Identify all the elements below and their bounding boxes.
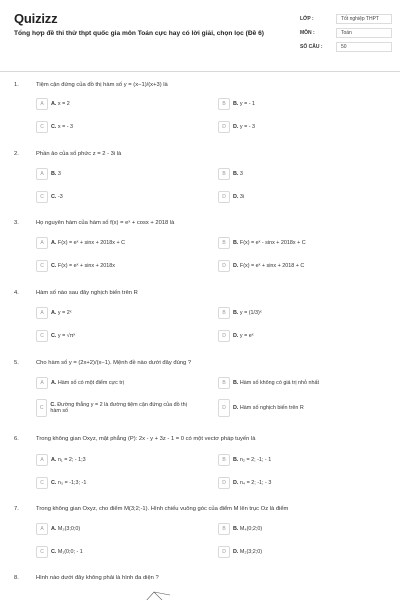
quizizz-logo: Quizizz [14, 11, 58, 26]
option-a[interactable]: A A. Hàm số có một điểm cực trị [36, 377, 196, 389]
question-number: 5. [14, 360, 19, 366]
meta-row-count [300, 40, 392, 54]
option-d[interactable]: D D. n₄ = 2; -1; - 3 [218, 477, 378, 489]
option-a[interactable]: A A. x = 2 [36, 98, 196, 110]
option-letter: B [218, 454, 230, 466]
question-number: 6. [14, 436, 19, 442]
option-a[interactable]: A A. F(x) = eˣ + sinx + 2018x + C [36, 237, 196, 249]
option-letter: D [218, 546, 230, 558]
option-letter: B [218, 377, 230, 389]
polyhedron-figure-partial [140, 590, 190, 600]
option-a[interactable]: A B. 3 [36, 168, 196, 180]
question-text: Họ nguyên hàm của hàm số f(x) = eˣ + cosx + 2018 là [36, 220, 175, 226]
meta-label: SỐ CÂU : [300, 44, 323, 50]
option-letter: D [218, 477, 230, 489]
option-c[interactable]: C C. M₁(0;0; - 1 [36, 546, 196, 558]
option-letter: A [36, 168, 48, 180]
question-text: Hàm số nào sau đây nghịch biến trên R [36, 290, 138, 296]
option-letter: C [36, 191, 48, 203]
question-7 [14, 504, 390, 514]
page-title: Tổng hợp đề thi thử thpt quốc gia môn Toán cực hay có lời giải, chọn lọc (Đề 6) [14, 30, 264, 37]
option-c[interactable]: C C. Đường thẳng y = 2 là đường tiệm cận đứng của đồ thị hàm số [36, 399, 196, 417]
option-letter: A [36, 377, 48, 389]
meta-label: LỚP : [300, 16, 314, 22]
question-number: 2. [14, 151, 19, 157]
question-4 [14, 288, 390, 298]
question-number: 1. [14, 82, 19, 88]
option-b[interactable]: B B. y = (1/3)ˣ [218, 307, 378, 319]
option-letter: D [218, 121, 230, 133]
option-b[interactable]: B B. n₂ = 2; -1; - 1 [218, 454, 378, 466]
worksheet-header [0, 0, 400, 72]
option-d[interactable]: D D. 3i [218, 191, 378, 203]
meta-row-subject [300, 26, 392, 40]
option-c[interactable]: C C. F(x) = eˣ + sinx + 2018x [36, 260, 196, 272]
option-letter: C [36, 330, 48, 342]
question-number: 3. [14, 220, 19, 226]
question-text: Cho hàm số y = (2x+2)/(x−1). Mệnh đề nào dưới đây đúng ? [36, 360, 192, 366]
option-letter: C [36, 260, 48, 272]
option-b[interactable]: B B. y = - 1 [218, 98, 378, 110]
option-letter: D [218, 330, 230, 342]
question-3 [14, 218, 390, 228]
question-text: Hình nào dưới đây không phải là hình đa diện ? [36, 575, 159, 581]
question-number: 7. [14, 506, 19, 512]
option-letter: D [218, 260, 230, 272]
question-5 [14, 358, 390, 368]
option-a[interactable]: A A. n₁ = 2; - 1;3 [36, 454, 196, 466]
question-8 [14, 573, 390, 583]
option-letter: B [218, 523, 230, 535]
option-letter: A [36, 307, 48, 319]
option-d[interactable]: D D. y = eˣ [218, 330, 378, 342]
question-text: Trong không gian Oxyz, cho điểm M(3;2;-1). Hình chiếu vuông góc của điểm M lên trục Oz là điểm [36, 506, 289, 512]
option-d[interactable]: D D. y = - 3 [218, 121, 378, 133]
option-letter: D [218, 399, 230, 417]
option-letter: B [218, 237, 230, 249]
option-letter: B [218, 168, 230, 180]
option-d[interactable]: D D. M₂(3;2;0) [218, 546, 378, 558]
question-1 [14, 80, 390, 90]
subject-field: Toán [336, 28, 392, 38]
meta-row-class [300, 12, 392, 26]
option-c[interactable]: C C. n₃ = -1;3; -1 [36, 477, 196, 489]
option-letter: B [218, 307, 230, 319]
option-d[interactable]: D D. F(x) = eˣ + sinx + 2018 + C [218, 260, 378, 272]
option-d[interactable]: D D. Hàm số nghịch biến trên R [218, 399, 378, 417]
option-b[interactable]: B B. 3 [218, 168, 378, 180]
option-letter: A [36, 237, 48, 249]
question-text: Trong không gian Oxyz, mặt phẳng (P): 2x - y + 3z - 1 = 0 có một vectơ pháp tuyến là [36, 436, 256, 442]
option-a[interactable]: A A. y = 2ˣ [36, 307, 196, 319]
meta-panel [300, 12, 392, 54]
option-letter: C [36, 399, 47, 417]
option-b[interactable]: B B. Hàm số không có giá trị nhỏ nhất [218, 377, 378, 389]
option-letter: C [36, 546, 48, 558]
option-c[interactable]: C C. x = - 3 [36, 121, 196, 133]
question-number: 8. [14, 575, 19, 581]
option-letter: B [218, 98, 230, 110]
class-field: Tốt nghiệp THPT [336, 14, 392, 24]
question-number: 4. [14, 290, 19, 296]
option-letter: D [218, 191, 230, 203]
question-text: Tiệm cận đứng của đồ thị hàm số y = (x−1)/(x+3) là [36, 82, 168, 88]
option-letter: A [36, 454, 48, 466]
option-letter: C [36, 477, 48, 489]
option-c[interactable]: C C. -3 [36, 191, 196, 203]
question-count-field: 50 [336, 42, 392, 52]
option-b[interactable]: B B. M₄(0;2;0) [218, 523, 378, 535]
option-c[interactable]: C C. y = √πˣ [36, 330, 196, 342]
question-2 [14, 149, 390, 159]
option-letter: A [36, 98, 48, 110]
option-a[interactable]: A A. M₃(3;0;0) [36, 523, 196, 535]
question-6 [14, 434, 390, 444]
option-b[interactable]: B B. F(x) = eˣ - sinx + 2018x + C [218, 237, 378, 249]
option-letter: A [36, 523, 48, 535]
question-text: Phần ảo của số phức z = 2 - 3i là [36, 151, 122, 157]
meta-label: MÔN : [300, 30, 315, 36]
option-letter: C [36, 121, 48, 133]
